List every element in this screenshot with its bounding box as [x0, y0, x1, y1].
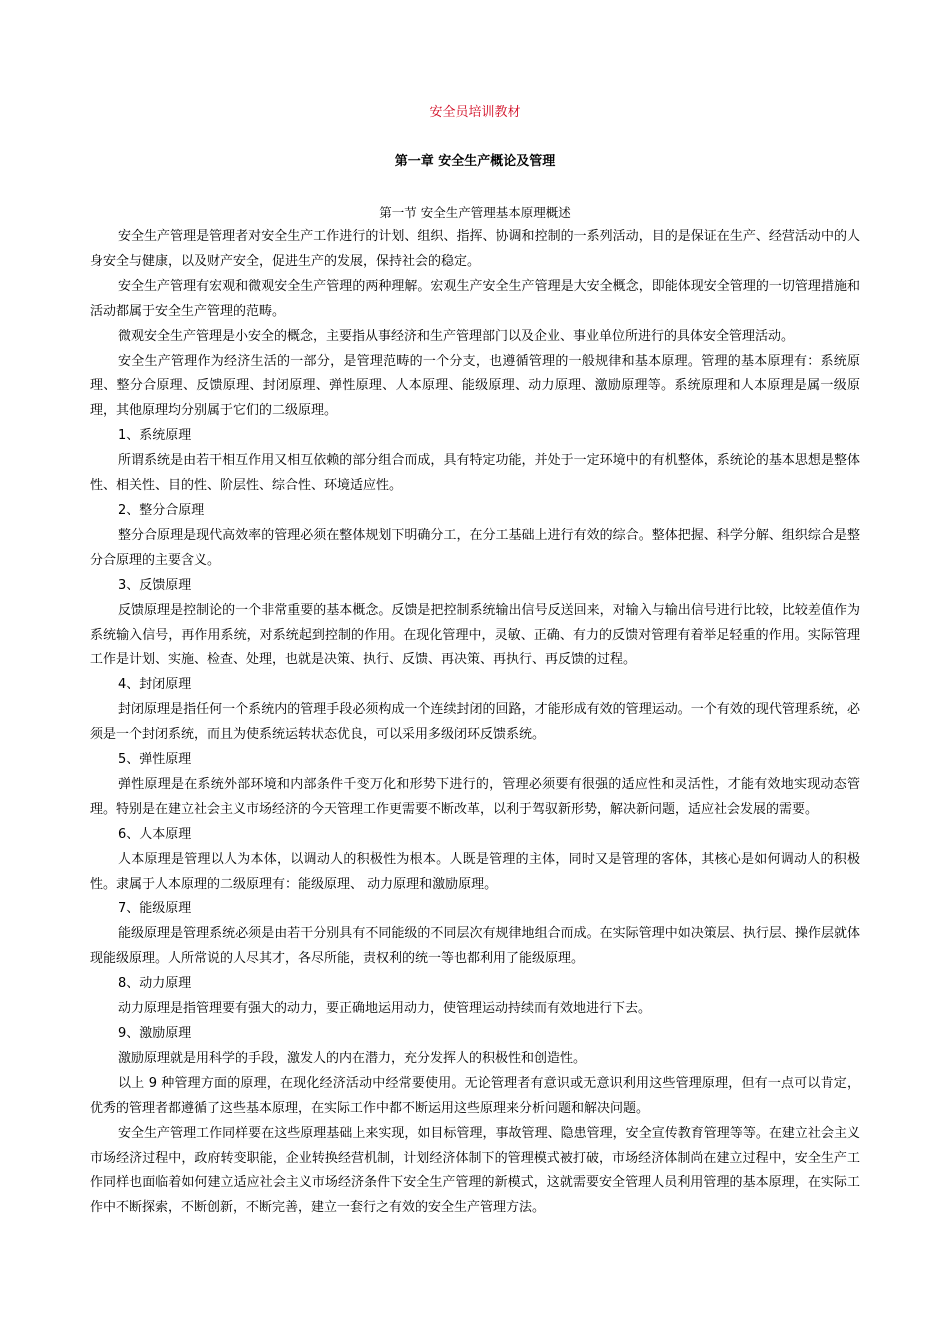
paragraph: 整分合原理是现代高效率的管理必须在整体规划下明确分工，在分工基础上进行有效的综合。整体把握、科学分解、组织综合是整分合原理的主要含义。 — [90, 527, 860, 568]
document-title: 安全员培训教材 — [429, 105, 521, 120]
paragraph: 人本原理是管理以人为本体，以调动人的积极性为根本。人既是管理的主体，同时又是管理的客体，其核心是如何调动人的积极性。隶属于人本原理的二级原理有：能级原理、 动力原理和激励原理。 — [90, 851, 860, 892]
principle-heading-human: 6、人本原理 — [118, 826, 192, 842]
principle-heading-system: 1、系统原理 — [118, 428, 192, 444]
paragraph: 封闭原理是指任何一个系统内的管理手段必须构成一个连续封闭的回路，才能形成有效的管理运动。一个有效的现代管理系统，必须是一个封闭系统，而且为使系统运转状态优良，可以采用多级闭环反馈系统。 — [90, 702, 860, 743]
paragraph: 安全生产管理工作同样要在这些原理基础上来实现，如目标管理，事故管理、隐患管理，安全宣传教育管理等等。在建立社会主义市场经济过程中，政府转变职能，企业转换经营机制，计划经济体制下的管理模式被打破，市场经济体制尚在建立过程中，安全生产工作同样也面临着如何建立适应社会主义市场经济条件下安全生产管理的新模式，这就需要安全管理人员利用管理的基本原理，在实际工作中不断探索，不断创新，不断完善，建立一套行之有效的安全生产管理方法。 — [90, 1125, 860, 1216]
chapter-title: 第一章 安全生产概论及管理 — [394, 154, 556, 169]
paragraph: 反馈原理是控制论的一个非常重要的基本概念。反馈是把控制系统输出信号反送回来，对输入与输出信号进行比较，比较差值作为系统输入信号，再作用系统，对系统起到控制的作用。在现化管理中，灵敏、正确、有力的反馈对管理有着举足轻重的作用。实际管理工作是计划、实施、检查、处理，也就是决策、执行、反馈、再决策、再执行、再反馈的过程。 — [90, 602, 860, 668]
principle-heading-energy-level: 7、能级原理 — [118, 901, 192, 917]
principle-heading-feedback: 3、反馈原理 — [118, 577, 192, 593]
paragraph: 安全生产管理作为经济生活的一部分，是管理范畴的一个分支，也遵循管理的一般规律和基本原理。管理的基本原理有：系统原理、整分合原理、反馈原理、封闭原理、弹性原理、人本原理、能级原理、动力原理、激励原理等。系统原理和人本原理是属一级原理，其他原理均分别属于它们的二级原理。 — [90, 353, 860, 419]
principle-heading-integration: 2、整分合原理 — [118, 502, 205, 518]
paragraph: 动力原理是指管理要有强大的动力，要正确地运用动力，使管理运动持续而有效地进行下去。 — [118, 1001, 652, 1017]
paragraph: 安全生产管理是管理者对安全生产工作进行的计划、组织、指挥、协调和控制的一系列活动，目的是保证在生产、经营活动中的人身安全与健康，以及财产安全，促进生产的发展，保持社会的稳定。 — [90, 229, 860, 269]
paragraph: 以上 9 种管理方面的原理，在现化经济活动中经常要使用。无论管理者有意识或无意识利用这些管理原理，但有一点可以肯定，优秀的管理者都遵循了这些基本原理，在实际工作中都不断运用这些原理来分析问题和解决问题。 — [90, 1075, 860, 1116]
paragraph: 微观安全生产管理是小安全的概念，主要指从事经济和生产管理部门以及企业、事业单位所进行的具体安全管理活动。 — [118, 328, 795, 344]
paragraph: 激励原理就是用科学的手段，激发人的内在潜力，充分发挥人的积极性和创造性。 — [118, 1050, 587, 1066]
principle-heading-dynamics: 8、动力原理 — [118, 976, 192, 992]
principle-heading-elasticity: 5、弹性原理 — [118, 752, 192, 768]
principle-heading-closure: 4、封闭原理 — [118, 677, 192, 693]
paragraph: 所谓系统是由若干相互作用又相互依赖的部分组合而成，具有特定功能，并处于一定环境中的有机整体，系统论的基本思想是整体性、相关性、目的性、阶层性、综合性、环境适应性。 — [90, 453, 860, 494]
paragraph: 弹性原理是在系统外部环境和内部条件千变万化和形势下进行的，管理必须要有很强的适应性和灵活性，才能有效地实现动态管理。特别是在建立社会主义市场经济的今天管理工作更需要不断改革，以利于驾驭新形势，解决新问题，适应社会发展的需要。 — [90, 776, 860, 817]
paragraph: 安全生产管理有宏观和微观安全生产管理的两种理解。宏观生产安全生产管理是大安全概念，即能体现安全管理的一切管理措施和活动都属于安全生产管理的范畴。 — [90, 278, 860, 319]
document-body — [90, 225, 860, 1221]
principle-heading-incentive: 9、激励原理 — [118, 1026, 192, 1041]
section-title: 第一节 安全生产管理基本原理概述 — [379, 205, 571, 220]
paragraph: 能级原理是管理系统必须是由若干分别具有不同能级的不同层次有规律地组合而成。在实际管理中如决策层、执行层、操作层就体现能级原理。人所常说的人尽其才，各尽所能，责权利的统一等也都利用了能级原理。 — [90, 926, 860, 967]
